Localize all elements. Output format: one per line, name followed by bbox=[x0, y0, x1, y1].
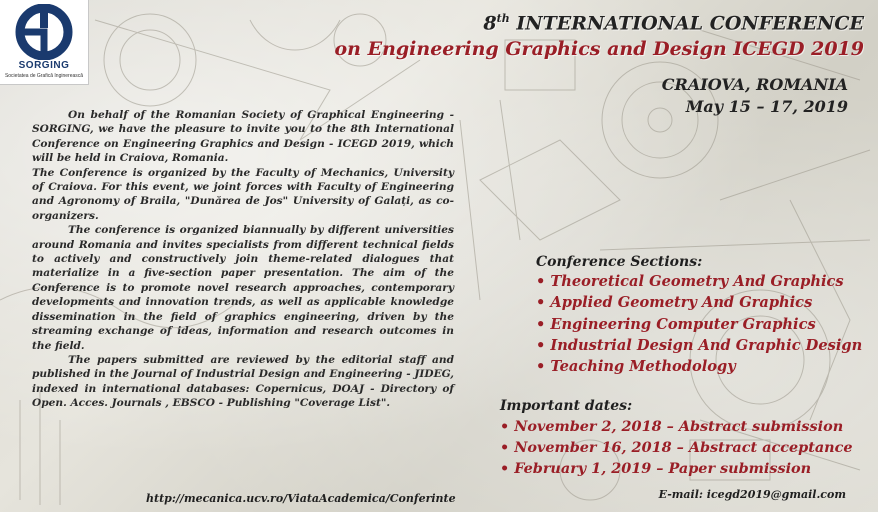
date-item: • November 2, 2018 – Abstract submission bbox=[500, 418, 844, 435]
sorging-logo-mark bbox=[14, 4, 74, 60]
logo-name: SORGING bbox=[18, 60, 70, 71]
conference-dates: May 15 – 17, 2019 bbox=[685, 97, 848, 116]
title-rest: INTERNATIONAL CONFERENCE bbox=[509, 12, 864, 35]
title-number: 8 bbox=[483, 12, 497, 35]
contact-email[interactable]: E-mail: icegd2019@gmail.com bbox=[658, 488, 846, 501]
sorging-logo bbox=[0, 0, 89, 85]
conference-url-link[interactable]: http://mecanica.ucv.ro/ViataAcademica/Conferinte bbox=[146, 492, 456, 505]
intro-paragraph: The Conference is organized by the Faculty of Mechanics, University of Craiova. For this event, we joint forces with Faculty of Engineering and Agronomy of Braila, "Dunărea de Jos" University of Galați, as co-organizers. bbox=[32, 166, 454, 222]
section-item: • Teaching Methodology bbox=[536, 358, 736, 376]
sections-heading: Conference Sections: bbox=[536, 254, 703, 270]
intro-paragraph: The conference is organized biannually by different universities around Romania and invites specialists from different technical fields to actively and constructively join theme-related dialogues that materialize in a five-section paper presentation. The aim of the Conference is to promote novel research approaches, contemporary developments and innovation trends, as well as applicable knowledge dissemination in the field of graphics engineering, driven by the streaming exchange of ideas, information and research outcomes in the field. bbox=[32, 224, 454, 352]
sections-list bbox=[536, 271, 862, 377]
intro-paragraph: On behalf of the Romanian Society of Graphical Engineering - SORGING, we have the pleasure to invite you to the 8th International Conference on Engineering Graphics and Design - ICEGD 2019, which will be held in Craiova, Romania. bbox=[32, 109, 454, 165]
section-item: • Theoretical Geometry And Graphics bbox=[536, 273, 844, 290]
conference-subtitle: on Engineering Graphics and Design ICEGD 2019 bbox=[334, 38, 864, 60]
important-dates-heading: Important dates: bbox=[500, 398, 633, 414]
section-item: • Engineering Computer Graphics bbox=[536, 315, 816, 333]
logo-subtitle: Societatea de Grafică Inginerească bbox=[4, 73, 84, 79]
invitation-text bbox=[32, 108, 454, 411]
important-dates-list bbox=[500, 416, 853, 479]
conference-location: CRAIOVA, ROMANIA bbox=[661, 75, 848, 94]
conference-title bbox=[483, 12, 864, 34]
intro-paragraph: The papers submitted are reviewed by the editorial staff and published in the Journal of Industrial Design and Engineering - JIDEG, indexed in international databases: Copernicus, DOAJ - Directory of Open. Acces. Journals , EBSCO - Publishing "Coverage List". bbox=[32, 353, 454, 410]
date-item: • February 1, 2019 – Paper submission bbox=[500, 460, 812, 477]
section-item: • Industrial Design And Graphic Design bbox=[536, 336, 863, 354]
date-item: • November 16, 2018 – Abstract acceptance bbox=[500, 439, 853, 456]
section-item: • Applied Geometry And Graphics bbox=[536, 294, 813, 312]
title-ordinal-suffix: th bbox=[496, 12, 510, 25]
